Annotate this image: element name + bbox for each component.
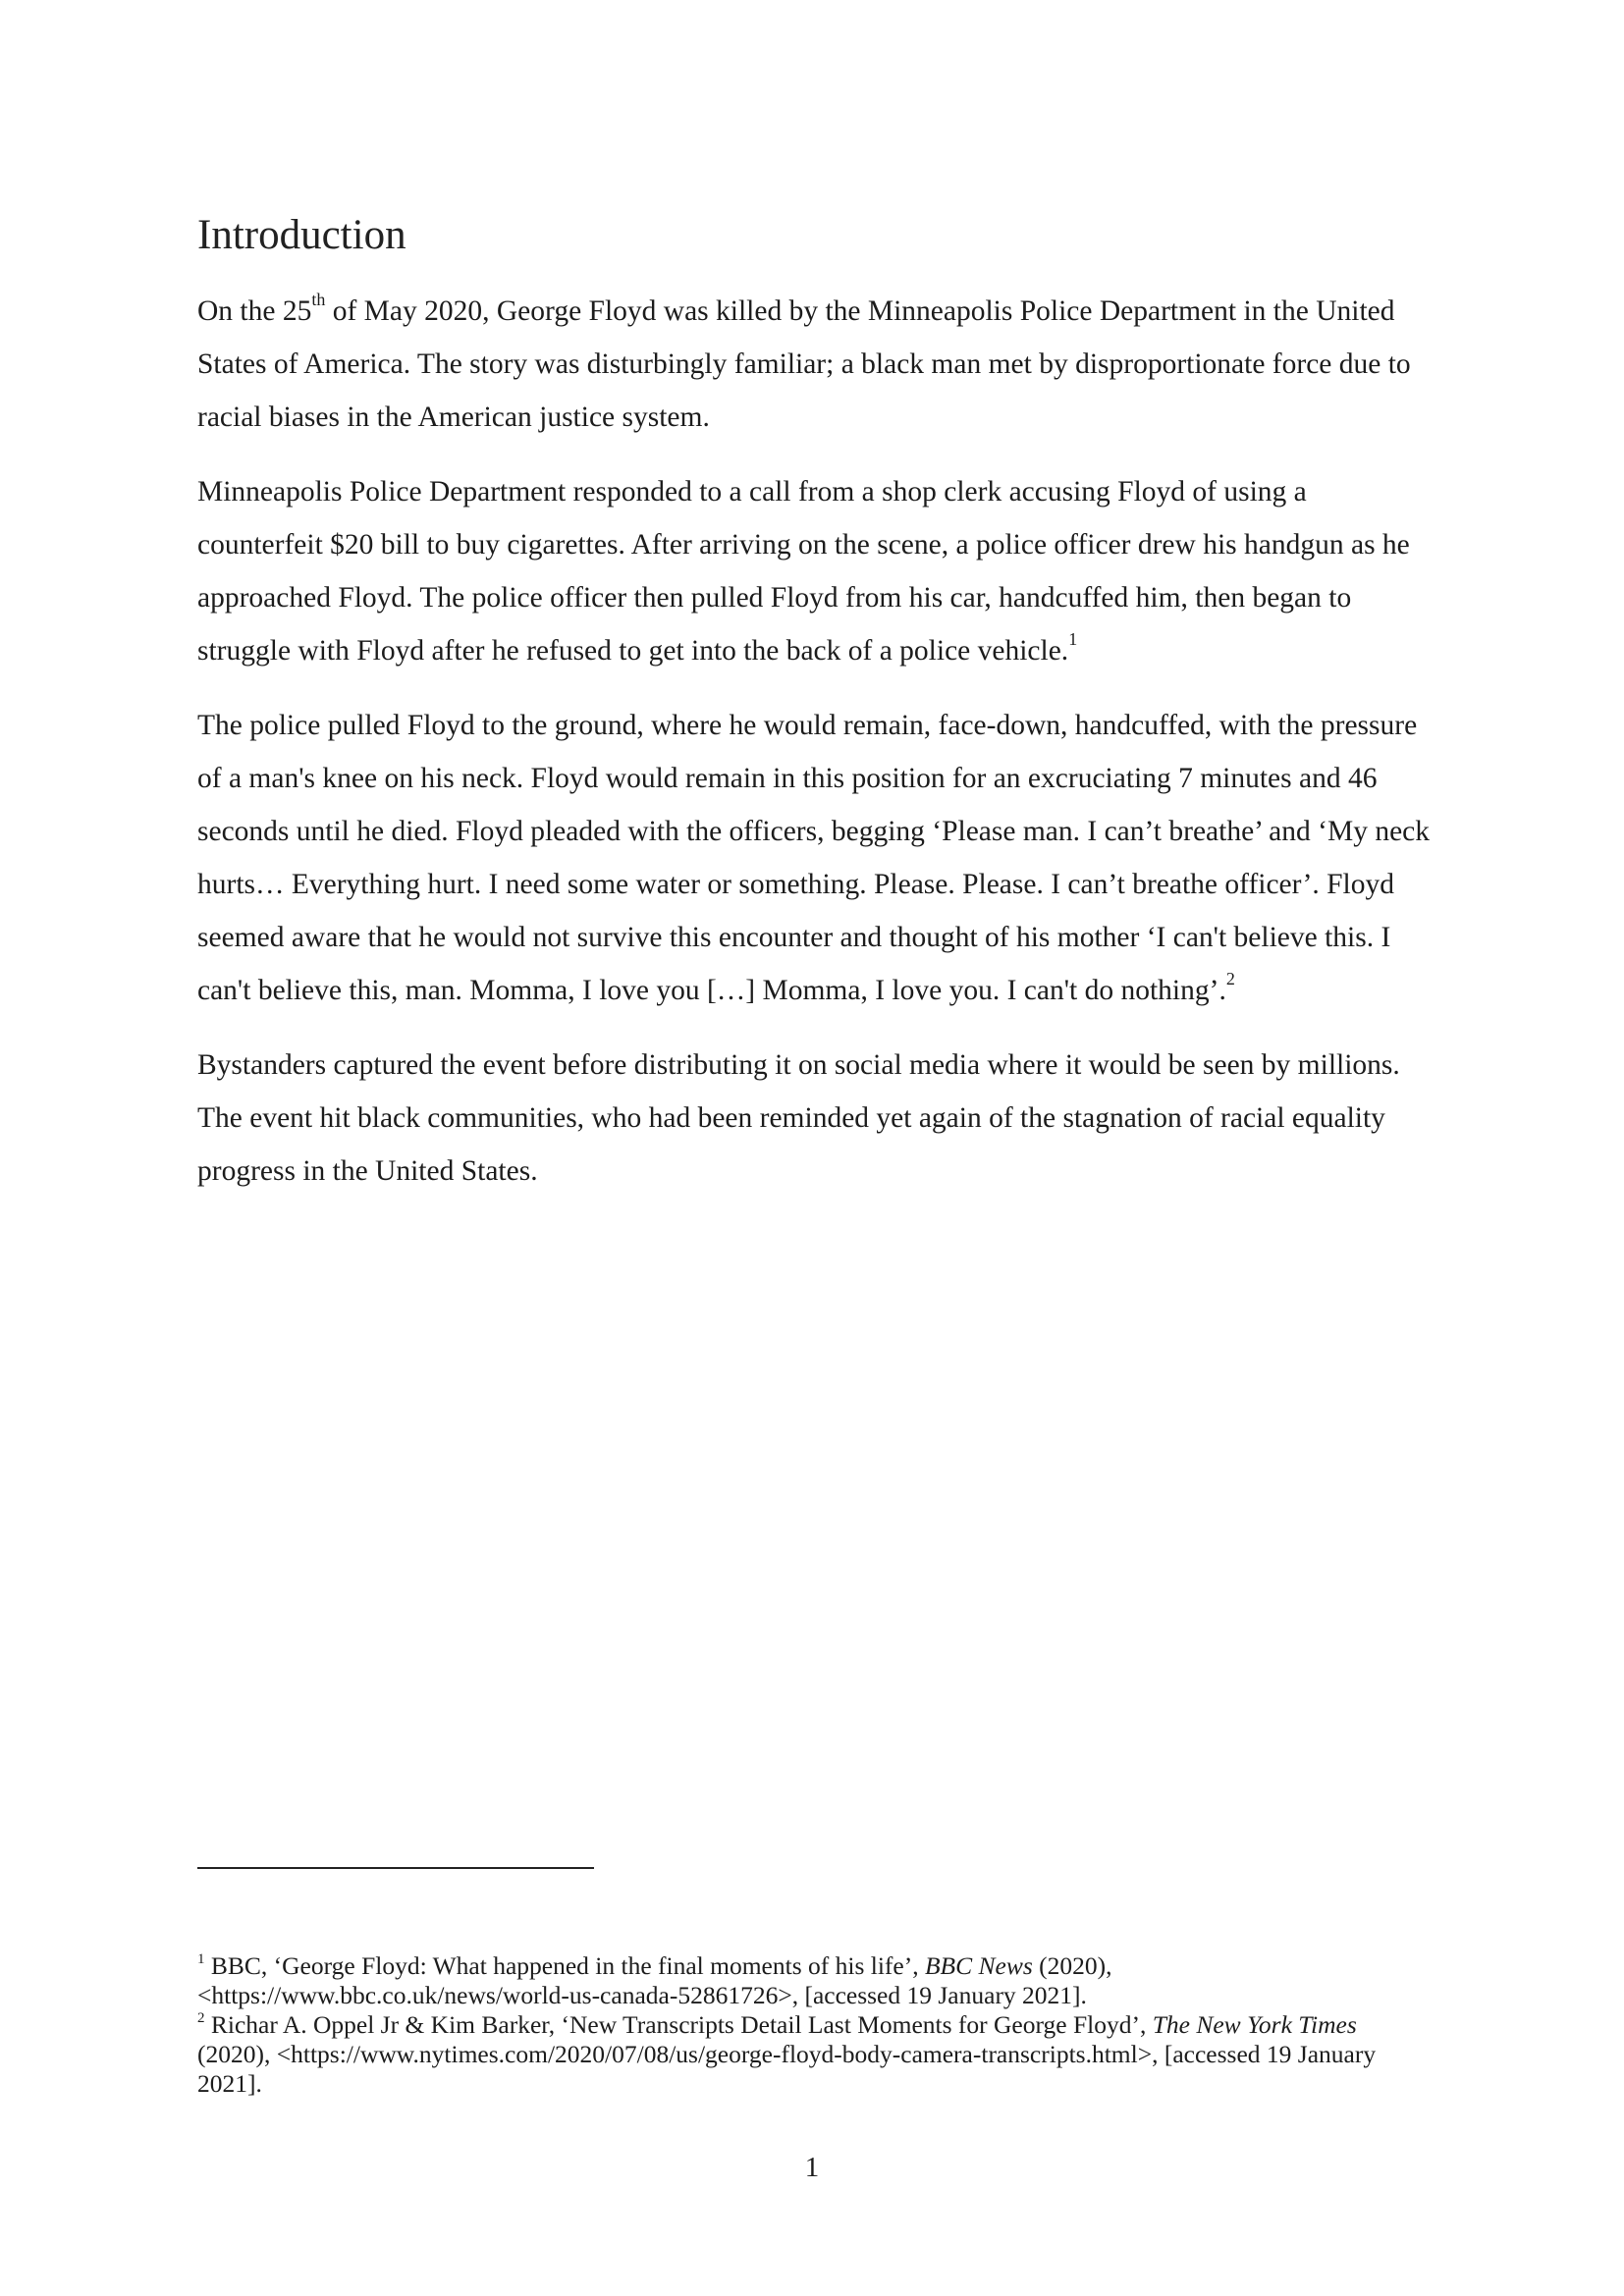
footnote-2-source: The New York Times (1152, 2010, 1357, 2039)
ordinal-suffix: th (311, 290, 326, 310)
paragraph-1-text-b: of May 2020, George Floyd was killed by the Minneapolis Police Department in the United States of America. The story was disturbingly familiar; a black man met by disproportionate force due to racial biases in the American justice system. (197, 295, 1411, 433)
footnote-separator (197, 1867, 594, 1869)
footnote-reference-1[interactable]: 1 (1068, 629, 1078, 650)
footnotes (197, 1951, 1435, 2099)
footnote-2-number: 2 (197, 2009, 205, 2026)
footnote-2-text-post: (2020), <https://www.nytimes.com/2020/07/08/us/george-floyd-body-camera-transcripts.html>, [accessed 19 January 2021]. (197, 2040, 1377, 2098)
footnote-2-text-pre: Richar A. Oppel Jr & Kim Barker, ‘New Transcripts Detail Last Moments for George Floyd’, (204, 2010, 1153, 2039)
paragraph-3-text: The police pulled Floyd to the ground, where he would remain, face-down, handcuffed, with the pressure of a man's knee on his neck. Floyd would remain in this position for an excruciating 7 minutes and 46 seconds until he died. Floyd pleaded with the officers, begging ‘Please man. I can’t breathe’ and ‘My neck hurts… Everything hurt. I need some water or something. Please. Please. I can’t breathe officer’. Floyd seemed aware that he would not survive this encounter and thought of his mother ‘I can't believe this. I can't believe this, man. Momma, I love you […] Momma, I love you. I can't do nothing’. (197, 710, 1431, 1006)
body-content (197, 206, 1435, 1219)
footnote-1-text-post: (2020), <https://www.bbc.co.uk/news/world-us-canada-52861726>, [accessed 19 January 2021]. (197, 1951, 1112, 2009)
paragraph-4 (197, 1039, 1435, 1198)
paragraph-4-text: Bystanders captured the event before distributing it on social media where it would be seen by millions. The event hit black communities, who had been reminded yet again of the stagnation of racial equality progress in the United States. (197, 1049, 1400, 1187)
paragraph-3 (197, 699, 1435, 1017)
footnote-1-text-pre: BBC, ‘George Floyd: What happened in the final moments of his life’, (204, 1951, 925, 1980)
paragraph-2 (197, 465, 1435, 677)
page-number: 1 (804, 2152, 820, 2183)
footnote-1-number: 1 (197, 1950, 205, 1967)
footnote-reference-2[interactable]: 2 (1225, 969, 1235, 989)
footnote-2 (197, 2010, 1435, 2099)
section-heading: Introduction (197, 212, 406, 258)
paragraph-1 (197, 285, 1435, 444)
paragraph-1-text-a: On the 25 (197, 295, 312, 327)
paragraph-2-text: Minneapolis Police Department responded to a call from a shop clerk accusing Floyd of using a counterfeit $20 bill to buy cigarettes. After arriving on the scene, a police officer drew his handgun as he approached Floyd. The police officer then pulled Floyd from his car, handcuffed him, then began to struggle with Floyd after he refused to get into the back of a police vehicle. (197, 476, 1410, 667)
footnote-1 (197, 1951, 1435, 2010)
footnote-1-source: BBC News (924, 1951, 1033, 1980)
